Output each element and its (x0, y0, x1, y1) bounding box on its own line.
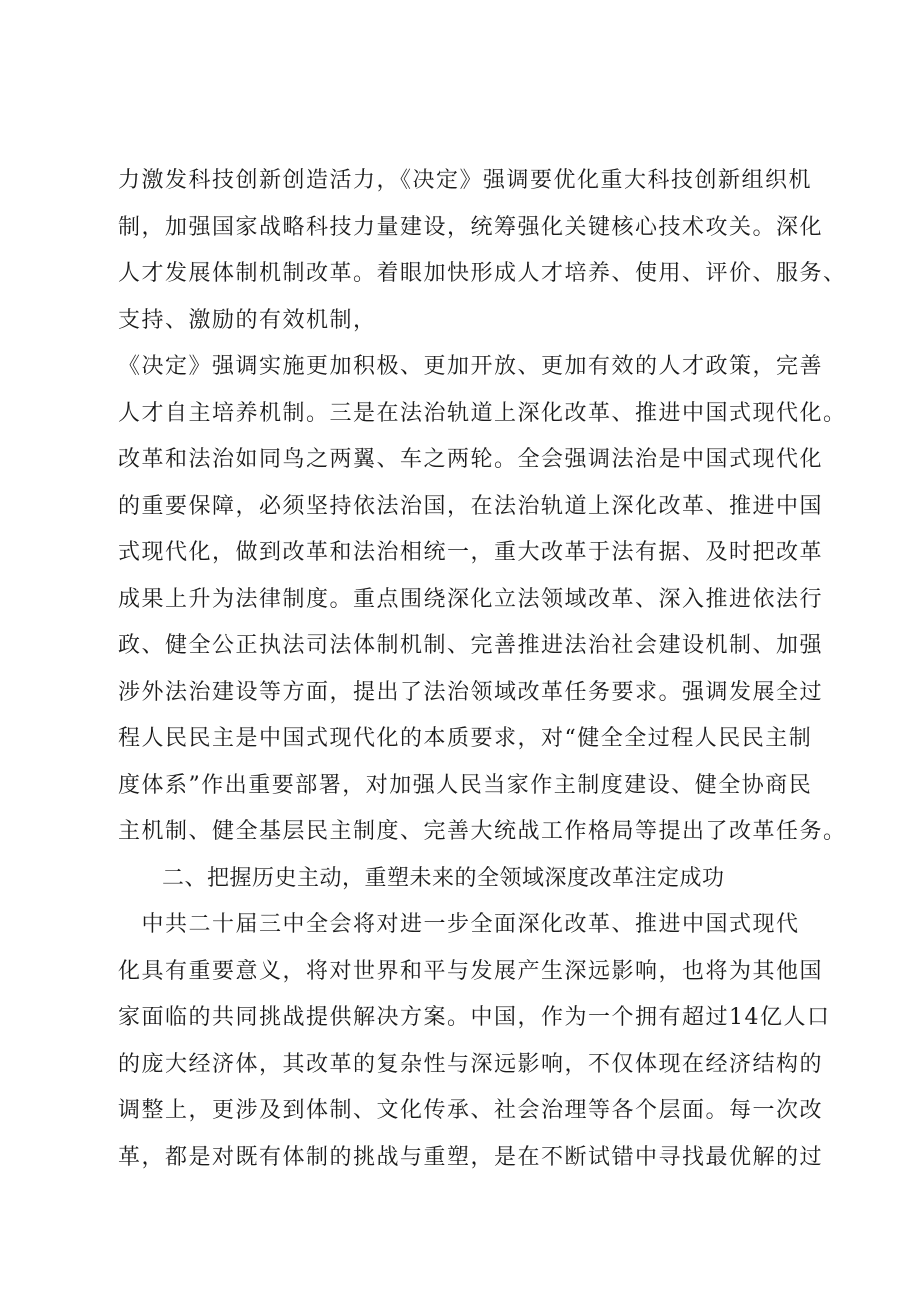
text-line: 支持、激励的有效机制， (118, 307, 377, 333)
text-line: 的重要保障，必须坚持依法治国，在法治轨道上深化改革、推进中国 (118, 493, 824, 519)
text-line: 力激发科技创新创造活力，《决定》强调要优化重大科技创新组织机 (118, 168, 813, 193)
text-line: 革，都是对既有体制的挑战与重塑，是在不断试错中寻找最优解的过 (118, 1144, 824, 1170)
text-line: 程人民民主是中国式现代化的本质要求，对“健全全过程人民民主制 (118, 726, 813, 751)
text-line: 成果上升为法律制度。重点围绕深化立法领域改革、深入推进依法行 (118, 586, 824, 612)
text-line: 政、健全公正执法司法体制机制、完善推进法治社会建设机制、加强 (118, 633, 824, 658)
text-line: 式现代化，做到改革和法治相统一，重大改革于法有据、及时把改革 (118, 540, 824, 565)
text-line: 化具有重要意义，将对世界和平与发展产生深远影响，也将为其他国 (118, 958, 824, 984)
text-line: 的庞大经济体，其改革的复杂性与深远影响，不仅体现在经济结构的 (118, 1051, 824, 1077)
text-line: 调整上，更涉及到体制、文化传承、社会治理等各个层面。每一次改 (118, 1098, 824, 1123)
document-body (118, 158, 847, 1181)
text-line: 《决定》强调实施更加积极、更加开放、更加有效的人才政策，完善 (118, 354, 824, 379)
text-line: 制，加强国家战略科技力量建设，统筹强化关键核心技术攻关。深化 (118, 214, 824, 240)
text-line: 度体系”作出重要部署，对加强人民当家作主制度建设、健全协商民 (118, 772, 813, 798)
text-line: 改革和法治如同鸟之两翼、车之两轮。全会强调法治是中国式现代化 (118, 447, 824, 472)
text-line: 涉外法治建设等方面，提出了法治领域改革任务要求。强调发展全过 (118, 679, 824, 705)
text-line: 家面临的共同挑战提供解决方案。中国，作为一个拥有超过14亿人口 (118, 1005, 831, 1030)
text-line: 中共二十届三中全会将对进一步全面深化改革、推进中国式现代 (118, 912, 800, 937)
section-heading: 二、把握历史主动，重塑未来的全领域深度改革注定成功 (162, 865, 725, 891)
text-line: 人才自主培养机制。三是在法治轨道上深化改革、推进中国式现代化。 (118, 400, 847, 426)
text-line: 人才发展体制机制改革。着眼加快形成人才培养、使用、评价、服务、 (118, 261, 847, 286)
text-line: 主机制、健全基层民主制度、完善大统战工作格局等提出了改革任务。 (118, 819, 847, 844)
